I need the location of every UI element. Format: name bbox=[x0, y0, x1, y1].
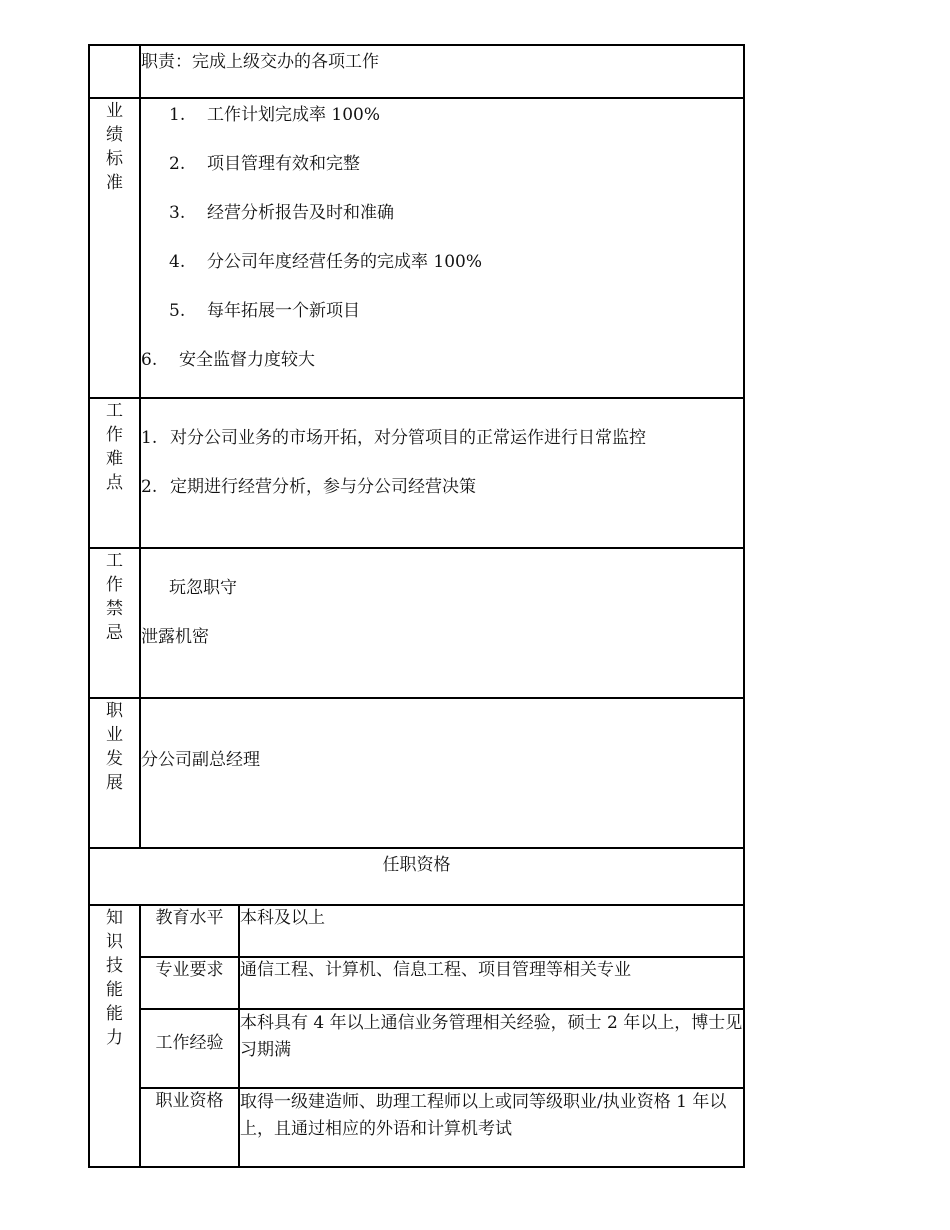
list-item bbox=[141, 103, 743, 152]
label-char: 准 bbox=[106, 173, 123, 193]
list-item bbox=[141, 625, 743, 674]
skills-label bbox=[89, 905, 140, 1167]
label-char: 工 bbox=[106, 551, 123, 571]
list-item bbox=[141, 299, 743, 348]
label-char: 职 bbox=[106, 701, 123, 721]
major-label: 专业要求 bbox=[140, 957, 239, 1009]
education-value: 本科及以上 bbox=[239, 905, 744, 957]
label-char: 发 bbox=[106, 749, 123, 769]
label-char: 业 bbox=[106, 101, 123, 121]
qualification-row bbox=[89, 905, 744, 957]
label-char: 识 bbox=[106, 932, 123, 952]
list-text: 安全监督力度较大 bbox=[179, 350, 315, 370]
career-content bbox=[140, 698, 744, 848]
label-char: 展 bbox=[106, 773, 123, 793]
list-text: 每年拓展一个新项目 bbox=[207, 301, 360, 321]
qualification-row bbox=[89, 957, 744, 1009]
duty-label-cell bbox=[89, 45, 140, 98]
list-number: 2. bbox=[141, 477, 158, 497]
major-value: 通信工程、计算机、信息工程、项目管理等相关专业 bbox=[239, 957, 744, 1009]
taboos-label bbox=[89, 548, 140, 698]
qualification-row bbox=[89, 1009, 744, 1088]
label-char: 绩 bbox=[106, 125, 123, 145]
qualification-row bbox=[89, 1088, 744, 1167]
list-item bbox=[141, 576, 743, 625]
certification-value: 取得一级建造师、助理工程师以上或同等级职业/执业资格 1 年以上，且通过相应的外语和计算机考试 bbox=[239, 1088, 744, 1167]
experience-value: 本科具有 4 年以上通信业务管理相关经验，硕士 2 年以上，博士见习期满 bbox=[239, 1009, 744, 1088]
list-item bbox=[141, 426, 743, 475]
list-text: 工作计划完成率 100% bbox=[207, 105, 381, 125]
list-item bbox=[141, 201, 743, 250]
taboos-row bbox=[89, 548, 744, 698]
list-text: 项目管理有效和完整 bbox=[207, 154, 360, 174]
label-char: 忌 bbox=[106, 623, 123, 643]
duty-text: 职责：完成上级交办的各项工作 bbox=[141, 52, 379, 72]
difficulties-content bbox=[140, 398, 744, 548]
qualifications-title-row bbox=[89, 848, 744, 905]
label-char: 作 bbox=[106, 575, 123, 595]
label-char: 点 bbox=[106, 473, 123, 493]
list-item bbox=[141, 250, 743, 299]
label-char: 作 bbox=[106, 425, 123, 445]
label-char: 知 bbox=[106, 908, 123, 928]
label-char: 能 bbox=[106, 1004, 123, 1024]
list-number: 4. bbox=[169, 252, 186, 272]
list-number: 2. bbox=[169, 154, 186, 174]
list-number: 6. bbox=[141, 350, 158, 370]
list-text: 对分公司业务的市场开拓，对分管项目的正常运作进行日常监控 bbox=[170, 428, 646, 448]
list-text: 定期进行经营分析，参与分公司经营决策 bbox=[170, 477, 476, 497]
career-text: 分公司副总经理 bbox=[141, 750, 260, 770]
certification-label: 职业资格 bbox=[140, 1088, 239, 1167]
list-number: 5. bbox=[169, 301, 186, 321]
list-item bbox=[141, 152, 743, 201]
label-char: 标 bbox=[106, 149, 123, 169]
experience-label: 工作经验 bbox=[140, 1009, 239, 1088]
list-number: 1. bbox=[141, 428, 158, 448]
list-text: 经营分析报告及时和准确 bbox=[207, 203, 394, 223]
label-char: 工 bbox=[106, 401, 123, 421]
label-char: 禁 bbox=[106, 599, 123, 619]
career-label bbox=[89, 698, 140, 848]
list-text: 玩忽职守 bbox=[169, 578, 237, 598]
duty-row bbox=[89, 45, 744, 98]
performance-row bbox=[89, 98, 744, 398]
qualifications-title: 任职资格 bbox=[89, 848, 744, 905]
performance-label bbox=[89, 98, 140, 398]
label-char: 技 bbox=[106, 956, 123, 976]
difficulties-label bbox=[89, 398, 140, 548]
list-text: 分公司年度经营任务的完成率 100% bbox=[207, 252, 483, 272]
performance-content bbox=[140, 98, 744, 398]
label-char: 业 bbox=[106, 725, 123, 745]
education-label: 教育水平 bbox=[140, 905, 239, 957]
list-item bbox=[141, 475, 743, 524]
list-text: 泄露机密 bbox=[141, 627, 209, 647]
list-number: 3. bbox=[169, 203, 186, 223]
label-char: 难 bbox=[106, 449, 123, 469]
career-row bbox=[89, 698, 744, 848]
list-number: 1. bbox=[169, 105, 186, 125]
list-item bbox=[141, 348, 743, 397]
label-char: 能 bbox=[106, 980, 123, 1000]
job-description-table bbox=[88, 44, 745, 1168]
difficulties-row bbox=[89, 398, 744, 548]
taboos-content bbox=[140, 548, 744, 698]
duty-content-cell bbox=[140, 45, 744, 98]
label-char: 力 bbox=[106, 1028, 123, 1048]
